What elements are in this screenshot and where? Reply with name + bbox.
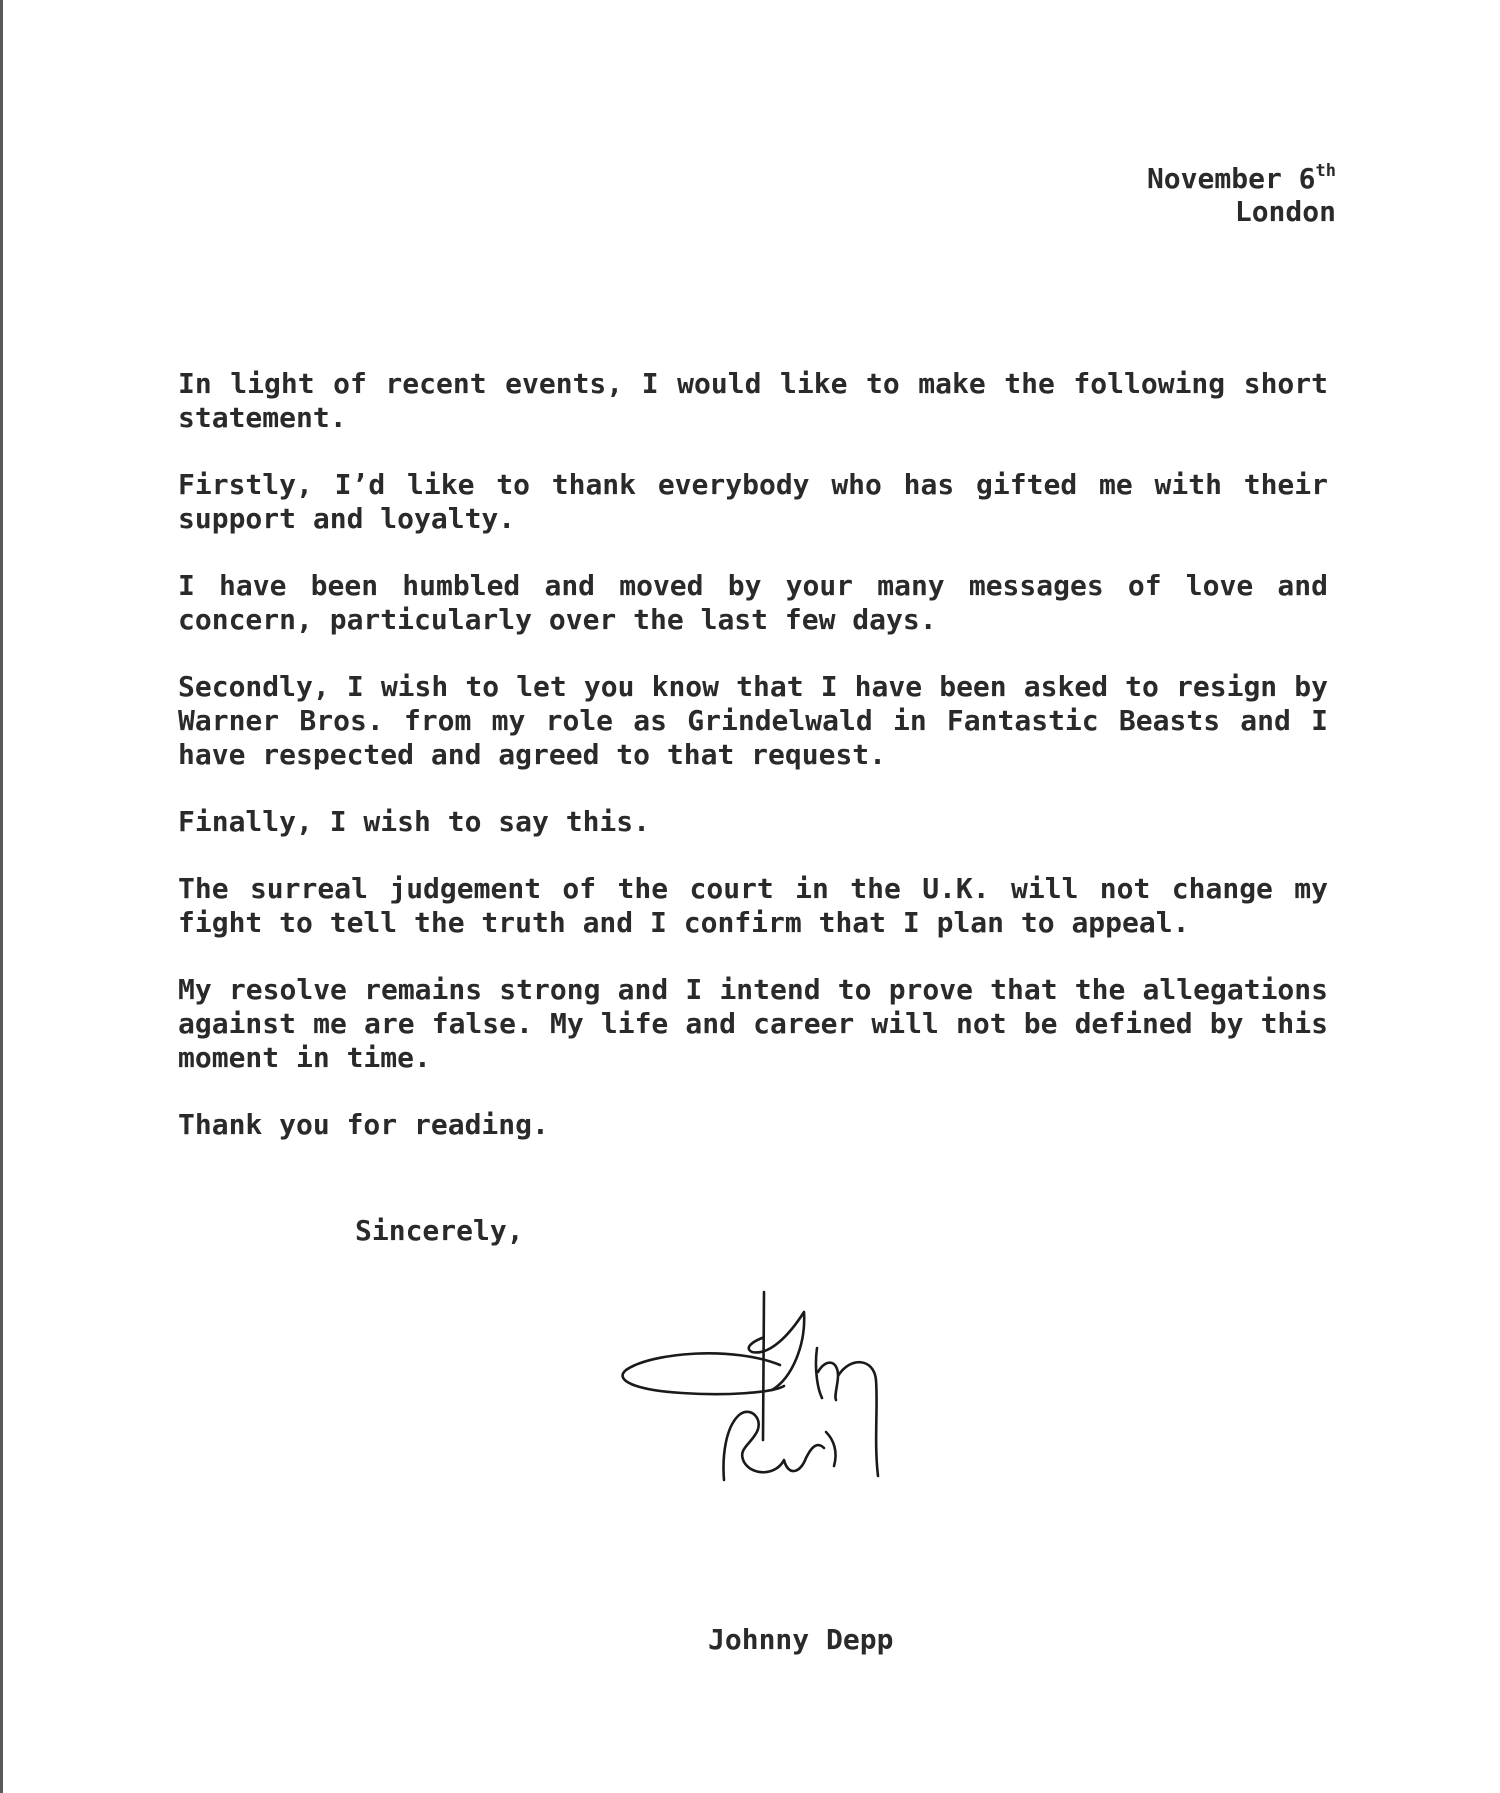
paragraph-intro: In light of recent events, I would like to make the following short statement. [178,367,1328,434]
location-line: London [1234,195,1336,228]
paragraph-resign: Secondly, I wish to let you know that I have been asked to resign by Warner Bros. from my role as Grindelwald in Fantastic Beasts and I have respected and agreed to that request. [178,670,1328,771]
paragraph-finally: Finally, I wish to say this. [178,805,651,838]
letter-body [178,367,1328,1175]
page-left-edge [0,0,3,1793]
paragraph-humbled: I have been humbled and moved by your many messages of love and concern, particularly over the last few days. [178,569,1328,636]
date-suffix: th [1315,161,1336,181]
paragraph-thank-you: Thank you for reading. [178,1108,549,1141]
paragraph-resolve: My resolve remains strong and I intend to prove that the allegations against me are false. My life and career will not be defined by this moment in time. [178,973,1328,1074]
date-text: November 6 [1146,162,1316,195]
signature [612,1290,892,1490]
paragraph-thanks: Firstly, I’d like to thank everybody who has gifted me with their support and loyalty. [178,468,1328,535]
letter-header [1147,162,1336,228]
signer-name: Johnny Depp [708,1623,894,1656]
date-line [1147,162,1336,195]
paragraph-court: The surreal judgement of the court in the U.K. will not change my fight to tell the truth and I confirm that I plan to appeal. [178,872,1328,939]
closing: Sincerely, [355,1214,524,1247]
